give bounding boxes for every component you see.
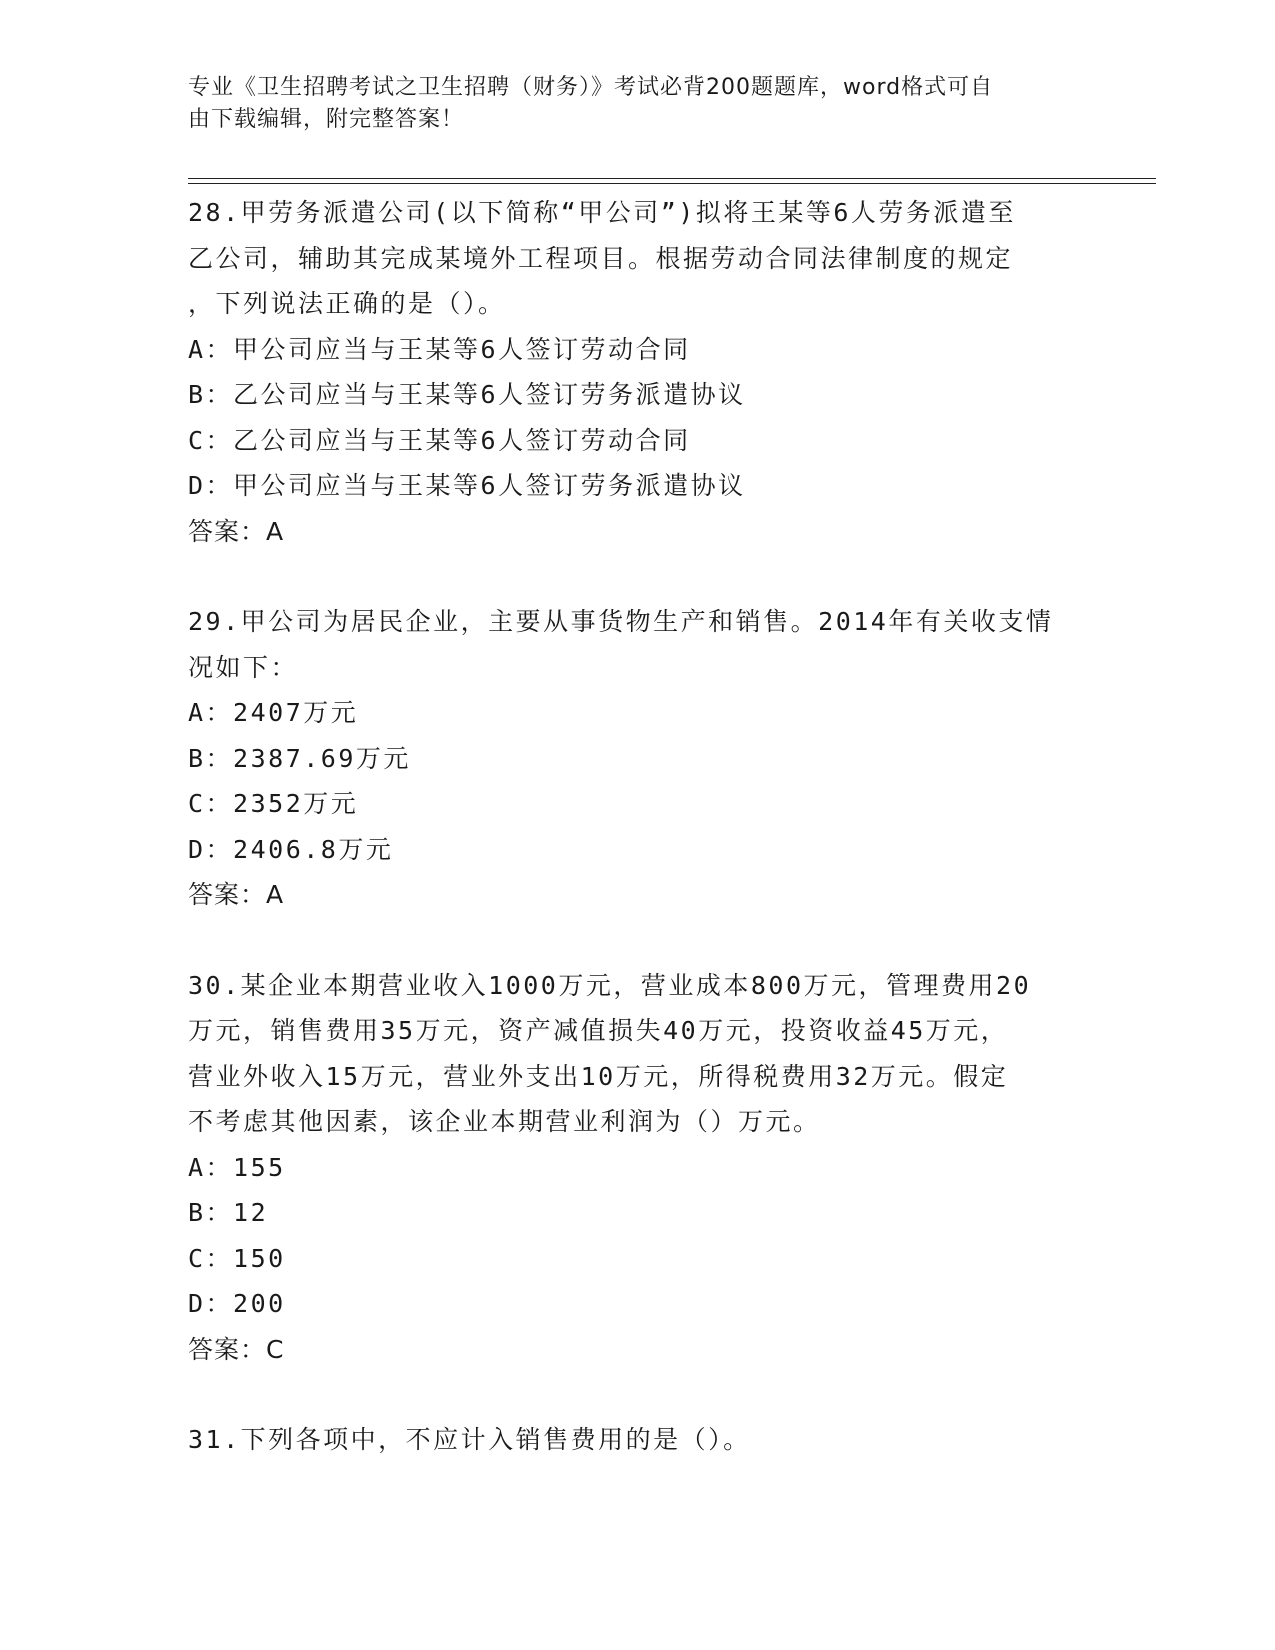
question-stem-line: 28.甲劳务派遣公司(以下简称“甲公司”)拟将王某等6人劳务派遣至 <box>188 198 1016 227</box>
header-divider-top <box>188 178 1156 179</box>
option-a: A：155 <box>188 1152 286 1182</box>
question-stem-line: 况如下： <box>188 652 299 682</box>
option-d: D：甲公司应当与王某等6人签订劳务派遣协议 <box>188 471 746 500</box>
question-29 <box>188 599 1088 918</box>
header-line-2: 由下载编辑，附完整答案！ <box>188 107 465 132</box>
answer-line: 答案：C <box>188 1334 285 1364</box>
answer-line: 答案：A <box>188 880 285 909</box>
question-stem-line: 乙公司，辅助其完成某境外工程项目。根据劳动合同法律制度的规定 <box>188 243 1014 273</box>
question-31 <box>188 1417 1088 1463</box>
header-line-1: 专业《卫生招聘考试之卫生招聘（财务）》考试必背200题题库，word格式可自 <box>188 75 994 100</box>
question-stem-line: 29.甲公司为居民企业，主要从事货物生产和销售。2014年有关收支情 <box>188 607 1054 636</box>
question-stem-line: 不考虑其他因素，该企业本期营业利润为（）万元。 <box>188 1107 821 1136</box>
option-b: B：12 <box>188 1198 269 1227</box>
answer-line: 答案：A <box>188 516 285 546</box>
option-d: D：2406.8万元 <box>188 834 394 864</box>
option-d: D：200 <box>188 1289 286 1318</box>
document-header <box>188 72 1068 136</box>
question-spacer <box>188 554 1088 599</box>
header-divider-bottom <box>188 183 1156 184</box>
option-b: B：乙公司应当与王某等6人签订劳务派遣协议 <box>188 380 746 409</box>
question-stem-line: ，下列说法正确的是（）。 <box>188 289 506 318</box>
question-30 <box>188 963 1088 1373</box>
option-a: A：2407万元 <box>188 698 359 727</box>
question-stem-line: 30.某企业本期营业收入1000万元，营业成本800万元，管理费用20 <box>188 970 1032 1000</box>
question-stem-line: 万元，销售费用35万元，资产减值损失40万元，投资收益45万元， <box>188 1016 1009 1045</box>
option-c: C：乙公司应当与王某等6人签订劳动合同 <box>188 425 691 455</box>
option-c: C：2352万元 <box>188 789 359 818</box>
question-list <box>188 190 1088 1463</box>
question-stem-line: 31.下列各项中，不应计入销售费用的是（）。 <box>188 1425 751 1454</box>
option-c: C：150 <box>188 1243 286 1273</box>
option-a: A：甲公司应当与王某等6人签订劳动合同 <box>188 334 691 364</box>
question-spacer <box>188 1372 1088 1417</box>
question-spacer <box>188 918 1088 963</box>
option-b: B：2387.69万元 <box>188 743 411 773</box>
question-stem-line: 营业外收入15万元，营业外支出10万元，所得税费用32万元。假定 <box>188 1061 1009 1091</box>
question-28 <box>188 190 1088 554</box>
